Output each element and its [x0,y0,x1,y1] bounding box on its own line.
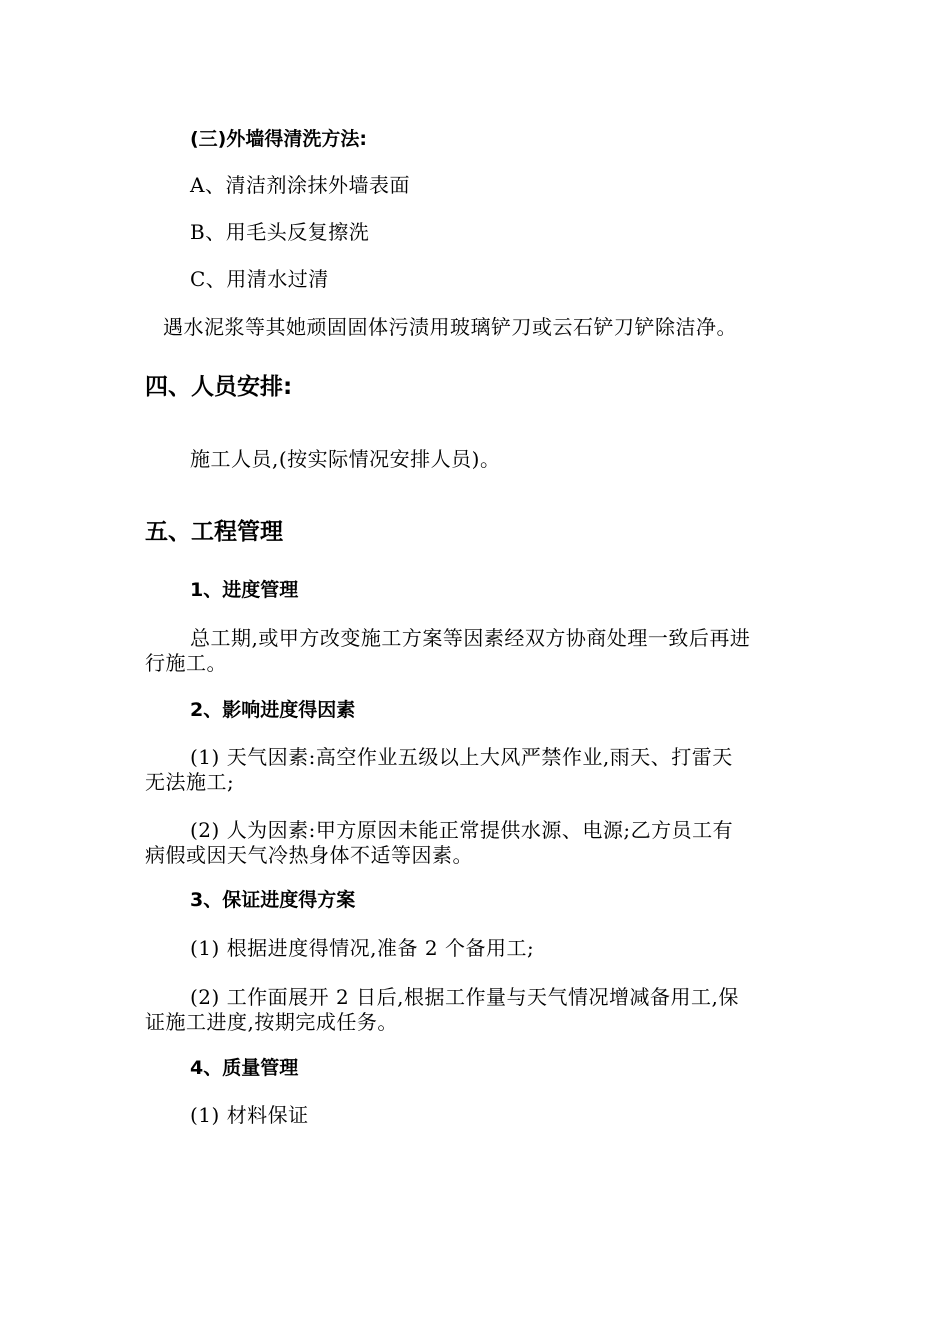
schedule-plan-heading: 3、保证进度得方案 [190,889,356,911]
schedule-text-line-1: 总工期,或甲方改变施工方案等因素经双方协商处理一致后再进 [190,626,751,650]
cleaning-note: 遇水泥浆等其她顽固固体污渍用玻璃铲刀或云石铲刀铲除洁净。 [163,315,737,339]
delay-factor-weather-line-1: (1) 天气因素:高空作业五级以上大风严禁作业,雨天、打雷天 [190,745,733,769]
section-3-heading: (三)外墙得清洗方法: [190,128,367,150]
quality-item-1: (1) 材料保证 [190,1103,309,1127]
schedule-plan-item-1: (1) 根据进度得情况,准备 2 个备用工; [190,936,535,960]
schedule-text-line-2: 行施工。 [145,651,227,675]
cleaning-step-c: C、用清水过清 [190,267,329,291]
quality-management-heading: 4、质量管理 [190,1057,299,1079]
section-5-heading: 五、工程管理 [145,519,283,545]
delay-factors-heading: 2、影响进度得因素 [190,699,356,721]
schedule-plan-item-2-line-1: (2) 工作面展开 2 日后,根据工作量与天气情况增减备用工,保 [190,985,739,1009]
delay-factor-human-line-2: 病假或因天气冷热身体不适等因素。 [145,843,473,867]
staffing-text: 施工人员,(按实际情况安排人员)。 [190,447,501,471]
delay-factor-weather-line-2: 无法施工; [145,770,235,794]
delay-factor-human-line-1: (2) 人为因素:甲方原因未能正常提供水源、电源;乙方员工有 [190,818,734,842]
cleaning-step-a: A、清洁剂涂抹外墙表面 [190,173,410,197]
cleaning-step-b: B、用毛头反复擦洗 [190,220,370,244]
section-4-heading: 四、人员安排: [145,374,293,400]
schedule-management-heading: 1、进度管理 [190,579,299,601]
schedule-plan-item-2-line-2: 证施工进度,按期完成任务。 [145,1010,398,1034]
